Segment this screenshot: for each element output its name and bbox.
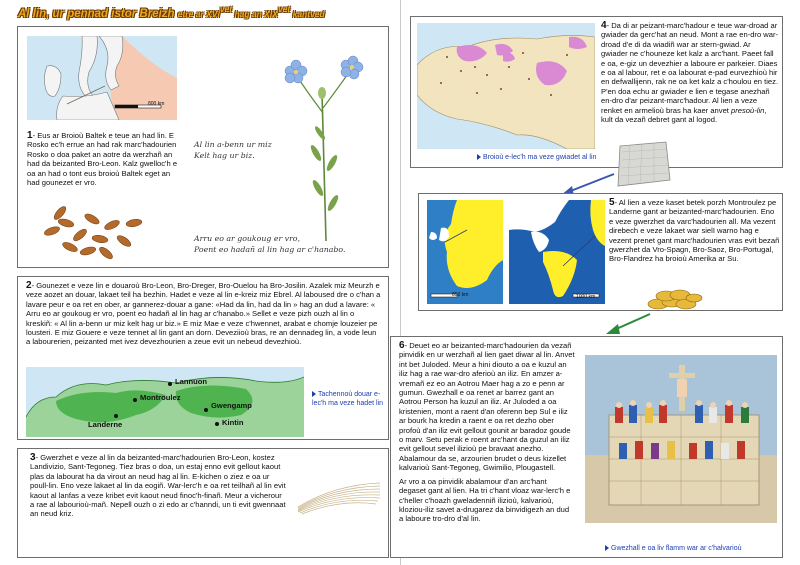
flax-seeds-illustration xyxy=(40,201,150,261)
section-4-body: - Da di ar peizant-marc'hadour e teue war-droad ar gwiader da gerc'hat an neud. Mont a rae en-dro war-droad d'e di da wiadiñ war ar stern-gwiad. Ar gwiader ne c'houneze ket kalz a arc'hant. Paeet fall e oa, e-giz un devezhier a laboure er parkeier. Diaes e oa al labour, ret e oa labourat e-pad eurvezhioù hir en defwallijenn, rak ne oa ket kalz a c'houlou en tiez. P'en doa echu ar gwiader e lien e tegase anezhañ en-dro d'ar peizant-marc'hadour. Al lien a veze renket en armelioù bras ha kaer anvet xyxy=(601,21,779,115)
map-dot-montroulez xyxy=(133,398,137,402)
handwritten-saying-1 xyxy=(194,139,284,161)
map-dot-gwengamp xyxy=(204,408,208,412)
caption-triangle-icon xyxy=(477,154,481,160)
map-dot-kintin xyxy=(215,422,219,426)
section-6-body-1: - Deuet eo ar beizanted-marc'hadourien da vezañ pinvidik en ur werzhañ al lien gaet diwar al lin. Anvet int bet Juloded. Meur a hini diouto a oa e kuzul an iliz hag a rae war-dro aferioù an iliz. En amzer a-vremañ ez eo an Aotrou Maer hag a zo e penn ar gumun. Gwezhall e oa renet ar barrez gant an Aotrou Person ha kuzul an iliz. Ar Juloded a oa kristenien, mont a raent d'an oferenn bep Sul e iliz ar bourk ha kredin a raent e oa ret dezho ober profoù d'an iliz evit gellout gounit ar baradoz goude o marv. Setu perak e roent arc'hant da guzul an iliz evit gellout sevel ilizioù pe bravaat anezho. Abalamour da se, arzourien brudet o deus kizellet kalvarioù Sant-Tegoneg, Gwimilio, Plougastell. xyxy=(399,341,575,473)
baltic-map xyxy=(27,36,177,120)
section-5-text xyxy=(609,198,780,264)
handwritten-line-3: Arru eo ar goukoug er vro, xyxy=(194,234,300,243)
calvary-photo xyxy=(585,355,777,523)
brittany-weaving-map xyxy=(417,23,595,149)
section-5-box xyxy=(418,193,783,311)
section-2-body: - Gounezet e veze lin e douaroù Bro-Leon, Bro-Dreger, Bro-Ouelou ha Bro-Josilin. Azalek miz Meurzh e veze aozet an douar, lakaet teil ha bezhin. Hadet e veze al lin e-kreiz miz Ebrel. Al laboused dre o c'han a lavare peur e oa ret en ober, ar gannerez-douar a gane: «Had da lin, had da lin » hag an dud a lavare: « Arru eo ar goukoug er vro, poent eo hadañ al lin hag ar c'hanabo.» Sellet e veze pizh ouzh al lin o kreskiñ: « Al lin a-benn ur miz kelt hag ur biz.» E miz Mae e veze c'hwennet, arabat e chomje louzeier pe lousteri. E miz Gouere e veze tennet al lin gant an dorn. Deveziioù bras, re an dennadeg lin, a vode leun a labourerien, peizanted met ivez devezhourien a zeue evit un nebeud devezhioù. xyxy=(26,281,381,347)
section-6-body-2: Ar vro a oa pinvidik abalamour d'an arc'hant degaset gant al lien. Ha tri c'hant vloaz war-lerc'h e c'heller c'hoazh gweladenniñ ilizioù, kalvarioù, kloziou-iliz savet a-drugarez da binvidigezh an dud a laboure tro-dro d'al lin. xyxy=(399,476,571,524)
section-2-box xyxy=(17,276,389,440)
map-label-montroulez: Montroulez xyxy=(140,393,181,402)
title-tail-a: etre ar XVI xyxy=(177,8,220,19)
section-6-text xyxy=(399,341,575,524)
map-dot-landerne xyxy=(114,414,118,418)
section-2-text xyxy=(26,281,382,347)
section-4-number: 4 xyxy=(601,20,607,31)
section-4-caption xyxy=(477,154,617,163)
section-1-box xyxy=(17,26,389,268)
section-2-number: 2 xyxy=(26,280,32,291)
section-5-number: 5 xyxy=(609,197,615,208)
section-6-number: 6 xyxy=(399,340,405,351)
section-4-text xyxy=(601,21,779,124)
section-3-body: - Gwerzhet e veze al lin da beizanted-marc'hadourien Bro-Leon, kostez Landivizio, Sant-Tegoneg. Tiez bras o doa, un estaj enno evit gellout kaout plas da labourat ha da virout an neud hag al lin. E-kichen o ziez e oa ur poull-lin. Eno veze lakaet al lin da eogiñ. War-lerc'h e oa ret teilhañ al lin evit kaout al lanfas a veze kribet evit kaout neud finoc'h-finañ. Meur a vicherour a rae al labourioù-mañ. Nepell ouzh o zi edo ar c'hanndi, un ti evit gwennaat an neud kriz. xyxy=(30,453,286,519)
caption-triangle-icon xyxy=(605,545,609,551)
section-6-box xyxy=(390,336,783,558)
title-main: Al lin, ur pennad istor Breizh xyxy=(18,7,178,20)
section-1-number: 1 xyxy=(27,130,33,141)
page-title xyxy=(18,4,390,22)
americas-map xyxy=(509,200,605,304)
section-4-body-end: , kult da vezañ debret gant al logod. xyxy=(601,105,767,125)
handwritten-line-1: Al lin a-benn ur miz xyxy=(194,140,272,149)
section-4-italic-term: presoù-lin xyxy=(731,105,765,115)
map-label-kintin: Kintin xyxy=(222,418,244,427)
flax-plant-illustration xyxy=(268,53,378,243)
section-4-caption-text: Broioù e-lec'h ma veze gwiadet al lin xyxy=(483,154,597,161)
map-label-lannuon: Lannuon xyxy=(175,377,208,386)
arrow-to-section-6 xyxy=(602,310,654,336)
section-2-caption xyxy=(312,391,386,408)
section-3-text xyxy=(30,453,286,519)
map-label-landerne: Landerne xyxy=(88,420,123,429)
title-sup-a: vet xyxy=(219,4,233,14)
europe-map-scale-label: 850 km xyxy=(452,292,469,298)
section-3-number: 3 xyxy=(30,452,36,463)
title-tail-b: hag an XIX xyxy=(232,8,278,19)
section-1-text xyxy=(27,131,179,187)
map-dot-lannuon xyxy=(168,382,172,386)
section-2-caption-text: Tachennoù douar e-lec'h ma veze hadet lin xyxy=(312,391,383,407)
map-label-gwengamp: Gwengamp xyxy=(211,401,252,410)
section-1-body: - Eus ar Broioù Baltek e teue an had lin. E Rosko ec'h errue an had rak marc'hadourien Rosko o doa paket an aotre da werzhañ an had da beizanted Bro-Leon. Kalz gwelloc'h e oa an had o tont eus broioù Baltek eget an had gounezet er vro. xyxy=(27,131,178,188)
handwritten-line-2: Kelt hag ur biz. xyxy=(194,151,255,160)
section-6-caption xyxy=(605,545,775,554)
baltic-map-scale-label: 800 km xyxy=(148,101,165,107)
brittany-flax-map xyxy=(26,367,304,437)
flax-fibre-illustration xyxy=(294,477,384,517)
section-5-body: - Al lien a veze kaset betek porzh Montroulez pe Landerne gant ar beizanted-marc'hadourien. Eno e veze gwerzhet da varc'hadourien all. Ma vezent direbech e veze lakaet war sielI warno hag e vezent prenet gant marc'hadourien vras evit bezañ gwerzhet da Vro-Spagn, Bro-Saoz, Bro-Portugal, Bro-Flandrez ha broioù Amerika ar Su. xyxy=(609,198,780,264)
section-4-box xyxy=(410,16,783,168)
linen-cloth-illustration xyxy=(614,140,672,188)
title-tail-c: kantved xyxy=(290,8,325,19)
title-sup-b: vet xyxy=(277,4,291,14)
section-6-caption-text: Gwezhall e oa liv flamm war ar c'halvarioù xyxy=(611,545,742,552)
americas-map-scale-label: 1000 km xyxy=(576,294,596,300)
section-3-box xyxy=(17,448,389,558)
caption-triangle-icon xyxy=(312,391,316,397)
handwritten-saying-2 xyxy=(194,233,384,255)
gold-coins-illustration xyxy=(646,286,704,312)
europe-map xyxy=(427,200,503,304)
handwritten-line-4: Poent eo hadañ al lin hag ar c'hanabo. xyxy=(194,245,346,254)
